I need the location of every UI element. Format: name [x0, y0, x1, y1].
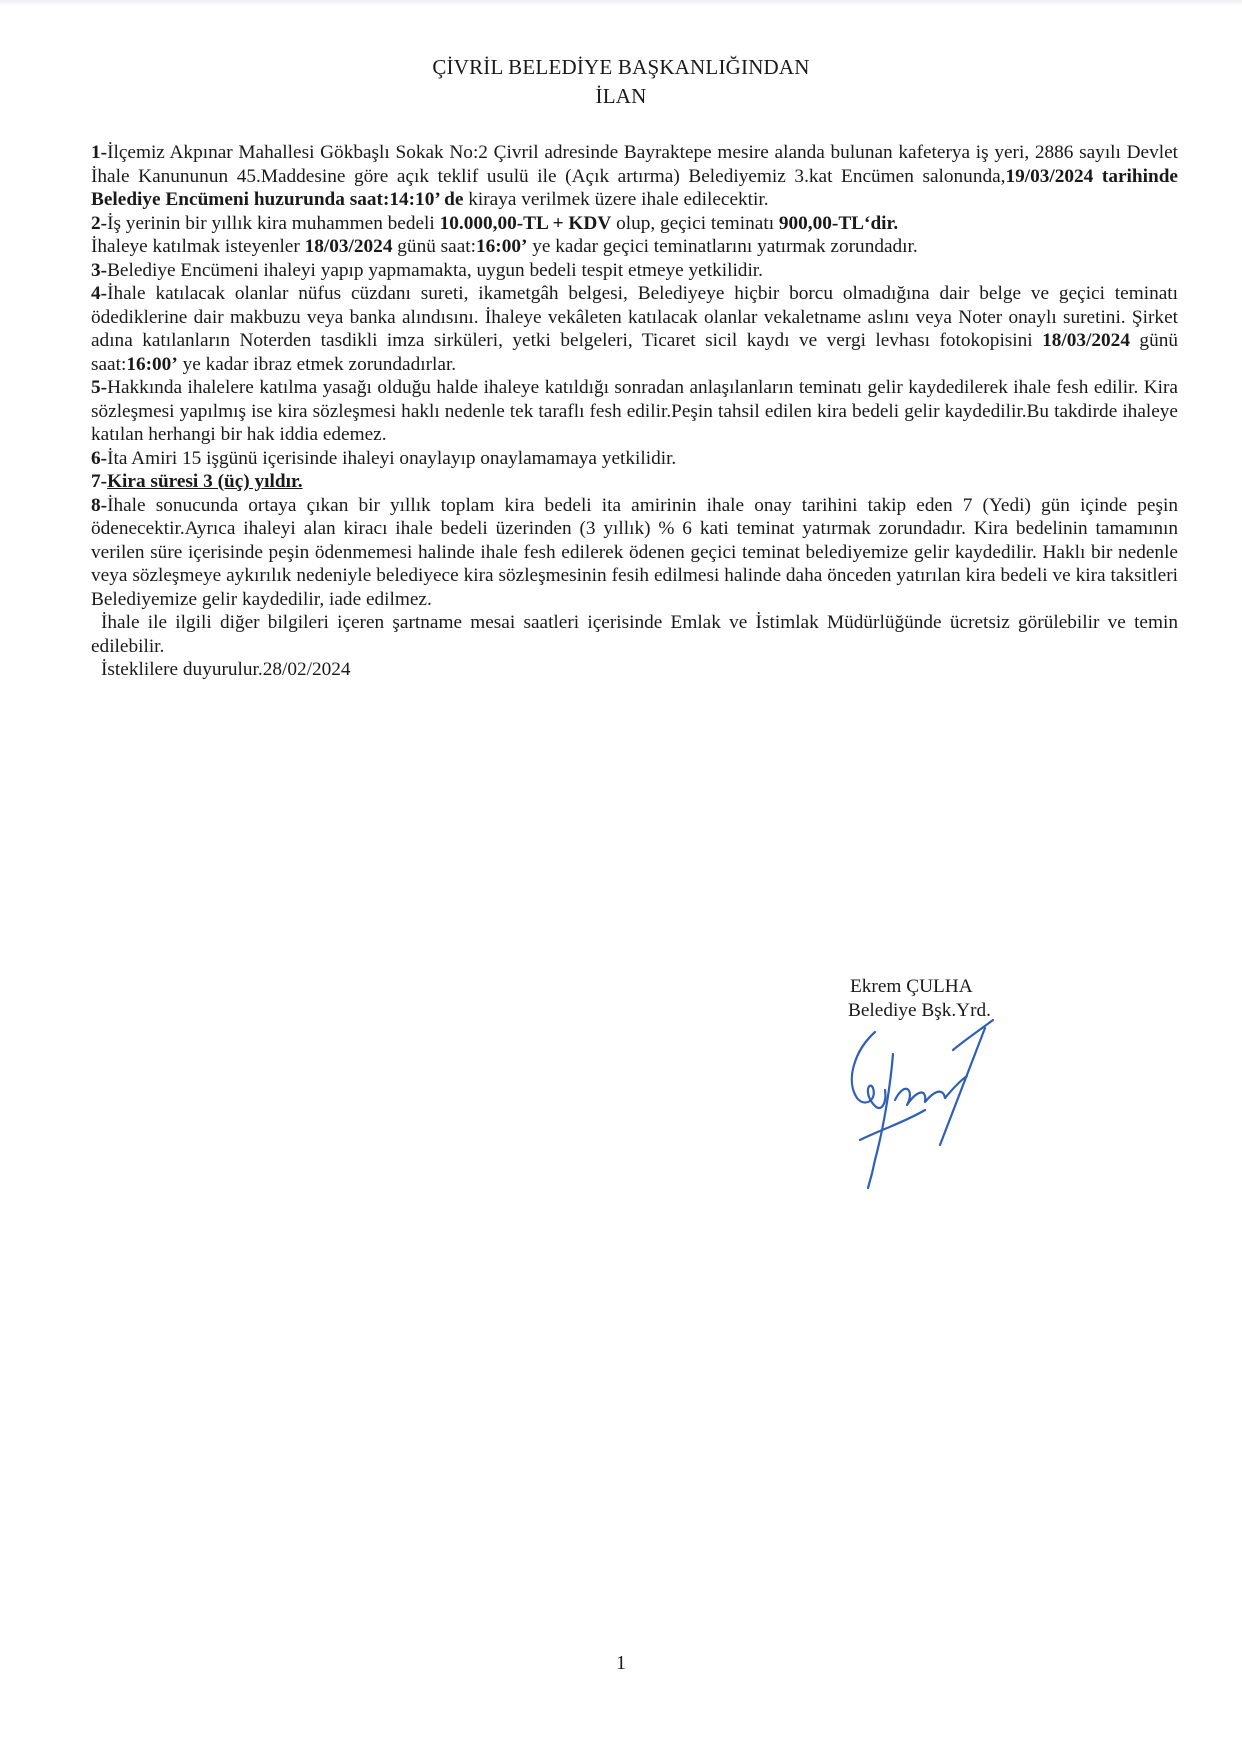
clause-number: 1- [91, 142, 108, 163]
deadline-time: 16:00’ [476, 236, 528, 257]
signature-stroke [940, 1028, 985, 1145]
clause-3 [91, 259, 1178, 283]
clause-text: günü saat: [91, 330, 1178, 375]
signature-stroke [868, 1054, 893, 1188]
clause-text: Hakkında ihalelere katılma yasağı olduğu halde ihaleye katıldığı sonradan anlaşılanların teminatı gelir kaydedilerek ihale fesh edilir. Kira sözleşmesi yapılmış ise kira sözleşmesi haklı nedenle tek taraflı fesh edilir.Peşin tahsil edilen kira bedeli gelir kaydedilir.Bu takdirde ihaleye katılan herhangi bir hak iddia edemez. [91, 377, 1178, 445]
clause-text: kiraya verilmek üzere ihale edilecektir. [463, 189, 769, 210]
specification-note [91, 611, 1178, 658]
clause-text: İhale ile ilgili diğer bilgileri içeren şartname mesai saatleri içerisinde Emlak ve İstimlak Müdürlüğünde ücretsiz görülebilir ve temin edilebilir. [91, 612, 1178, 657]
clause-number: 2- [91, 212, 108, 234]
clause-text: İhaleye katılmak isteyenler [91, 236, 305, 257]
page-number: 1 [616, 1652, 626, 1674]
clause-text: İhale sonucunda ortaya çıkan bir yıllık toplam kira bedeli ita amirinin ihale onay tarihini takip eden 7 (Yedi) gün içinde peşin ödenecektir.Ayrıca ihaleyi alan kiracı ihale bedeli üzerinden (3 yıllık) % 6 kati teminat yatırmak zorundadır. Kira bedelinin tamamının verilen süre içerisinde peşin ödenmemesi halinde ihale fesh edilerek ödenen geçici teminat belediyemize gelir kaydedilir. Haklı bir nedenle veya sözleşmeye aykırılık nedeniyle belediyece kira sözleşmesinin fesih edilmesi halinde daha önceden yatırılan kira bedeli ve kira taksitleri Belediyemize gelir kaydedilir, iade edilmez. [91, 494, 1178, 610]
signatory-title: Belediye Bşk.Yrd. [848, 1000, 991, 1021]
clause-6 [91, 447, 1178, 471]
signature-stroke [852, 1032, 886, 1108]
clause-8 [91, 494, 1178, 612]
submission-time: 16:00’ [126, 353, 178, 375]
clause-number: 6- [91, 447, 108, 469]
clause-4 [91, 282, 1178, 376]
clause-2 [91, 212, 1178, 259]
announcement-title: İLAN [595, 84, 647, 108]
temporary-guarantee: 900,00-TL‘dir. [778, 212, 899, 234]
clause-text: İş yerinin bir yıllık kira muhammen bedeli [107, 212, 440, 234]
signature-stroke [953, 1020, 993, 1050]
clause-text: günü saat: [392, 236, 477, 257]
clause-1 [91, 141, 1178, 212]
deadline-date: 18/03/2024 [304, 236, 393, 257]
lease-term: Kira süresi 3 (üç) yıldır. [107, 471, 303, 492]
tender-date-time: 19/03/2024 tarihinde Belediye Encümeni huzurunda saat:14:10’ de [91, 165, 1178, 210]
clause-text: İta Amiri 15 işgünü içerisinde ihaleyi onaylayıp onaylamamaya yetkilidir. [107, 447, 677, 469]
clause-number: 4- [91, 283, 108, 304]
clause-5 [91, 376, 1178, 447]
submission-date: 18/03/2024 [1042, 330, 1130, 351]
clause-text: ye kadar ibraz etmek zorundadırlar. [177, 353, 457, 375]
issuer-title: ÇİVRİL BELEDİYE BAŞKANLIĞINDAN [432, 55, 810, 79]
clause-7 [91, 470, 1178, 494]
clause-number: 7- [91, 471, 108, 492]
clause-number: 5- [91, 377, 108, 398]
clause-text: olup, geçici teminatı [611, 212, 779, 234]
clause-number: 3- [91, 259, 108, 281]
handwritten-signature [835, 1010, 1035, 1200]
estimated-rent: 10.000,00-TL + KDV [439, 212, 612, 234]
document-header [0, 53, 1242, 111]
clause-text: İsteklilere duyurulur.28/02/2024 [101, 659, 351, 680]
clause-text: İhale katılacak olanlar nüfus cüzdanı sureti, ikametgâh belgesi, Belediyeye hiçbir borcu olmadığına dair belge ve geçici teminatı ödediklerine dair makbuzu veya banka alındısını. İhaleye vekâleten katılacak olanlar vekaletname aslını veya Noter onaylı suretini. Şirket adına katılanların Noterden tasdikli imza sirküleri, yetki belgeleri, Ticaret sicil kaydı ve vergi levhası fotokopisini [91, 283, 1178, 351]
signatory-name: Ekrem ÇULHA [850, 976, 973, 997]
clause-number: 8- [91, 494, 108, 516]
announcement-body [91, 141, 1178, 682]
scan-top-edge [0, 0, 1242, 6]
clause-text: İlçemiz Akpınar Mahallesi Gökbaşlı Sokak No:2 Çivril adresinde Bayraktepe mesire alanda bulunan kafeterya iş yeri, 2886 sayılı Devlet İhale Kanununun 45.Maddesine göre açık teklif usulü ile (Açık artırma) Belediyemiz 3.kat Encümen salonunda, [91, 142, 1178, 187]
clause-text: ye kadar geçici teminatlarını yatırmak zorundadır. [527, 236, 918, 257]
clause-text: Belediye Encümeni ihaleyi yapıp yapmamakta, uygun bedeli tespit etmeye yetkilidir. [107, 259, 763, 281]
announcement-date [91, 658, 1178, 682]
signature-stroke [860, 1110, 925, 1140]
